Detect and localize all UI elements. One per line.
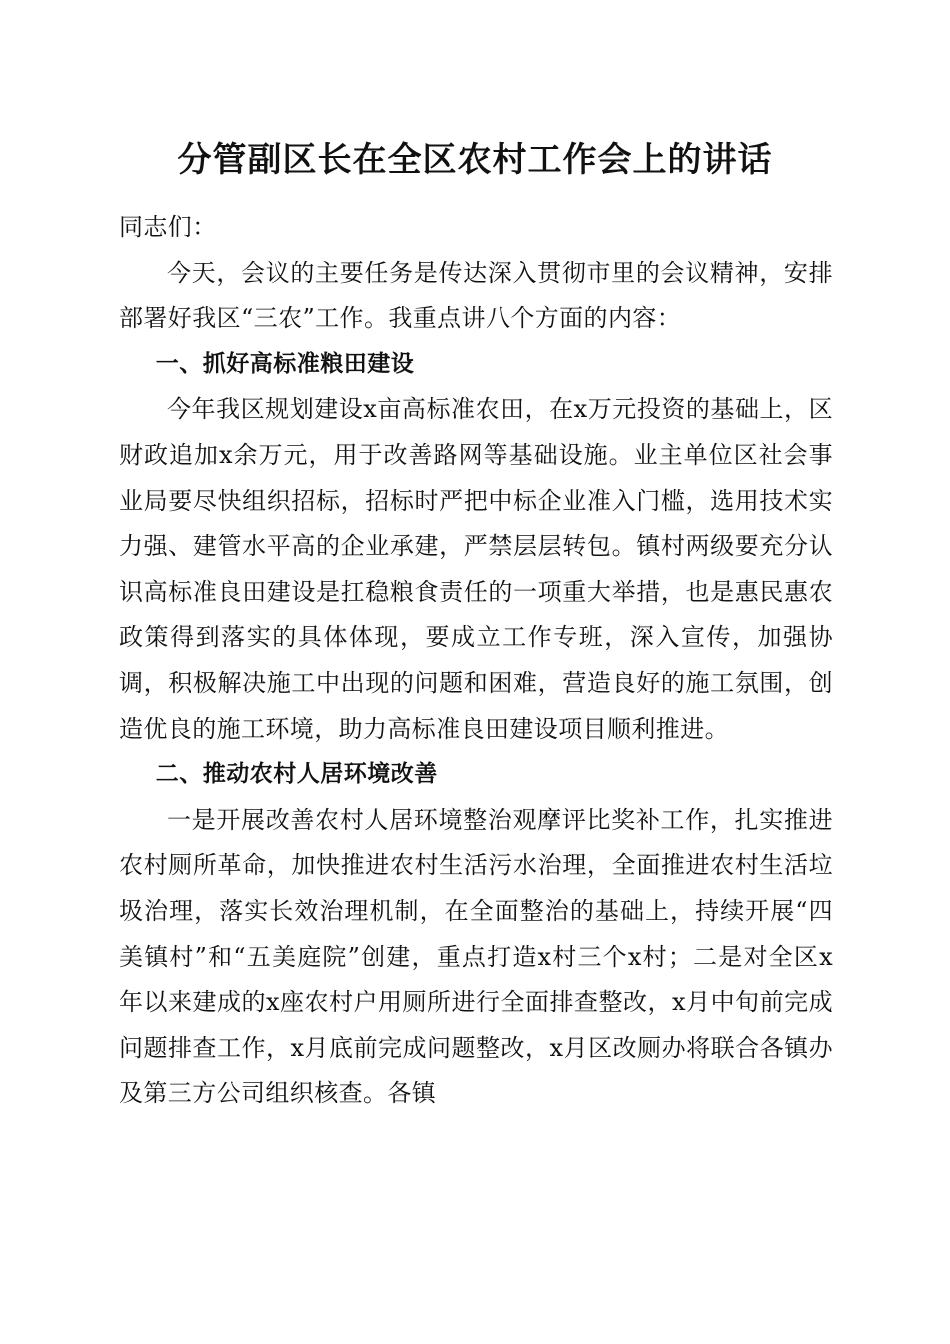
intro-paragraph: 今天，会议的主要任务是传达深入贯彻市里的会议精神，安排部署好我区“三农”工作。我重点讲八个方面的内容： bbox=[119, 258, 833, 333]
section-heading-2: 二、推动农村人居环境改善 bbox=[155, 761, 438, 788]
section-paragraph-1: 今年我区规划建设x亩高标准农田，在x万元投资的基础上，区财政追加x余万元，用于改善路网等基础设施。业主单位区社会事业局要尽快组织招标，招标时严把中标企业准入门槛，选用技术实力强、建管水平高的企业承建，严禁层层转包。镇村两级要充分认识高标准良田建设是扛稳粮食责任的一项重大举措，也是惠民惠农政策得到落实的具体体现，要成立工作专班，深入宣传，加强协调，积极解决施工中出现的问题和困难，营造良好的施工氛围，创造优良的施工环境，助力高标准良田建设项目顺利推进。 bbox=[119, 395, 833, 743]
section-paragraph-2: 一是开展改善农村人居环境整治观摩评比奖补工作，扎实推进农村厕所革命，加快推进农村生活污水治理，全面推进农村生活垃圾治理，落实长效治理机制，在全面整治的基础上，持续开展“四美镇村”和“五美庭院”创建，重点打造x村三个x村；二是对全区x年以来建成的x座农村户用厕所进行全面排查整改，x月中旬前完成问题排查工作，x月底前完成问题整改，x月区改厕办将联合各镇办及第三方公司组织核查。各镇 bbox=[119, 805, 833, 1108]
document-title: 分管副区长在全区农村工作会上的讲话 bbox=[177, 140, 773, 180]
section-heading-1: 一、抓好高标准粮田建设 bbox=[155, 350, 415, 377]
salutation: 同志们： bbox=[119, 213, 217, 241]
document-body bbox=[119, 205, 833, 1117]
